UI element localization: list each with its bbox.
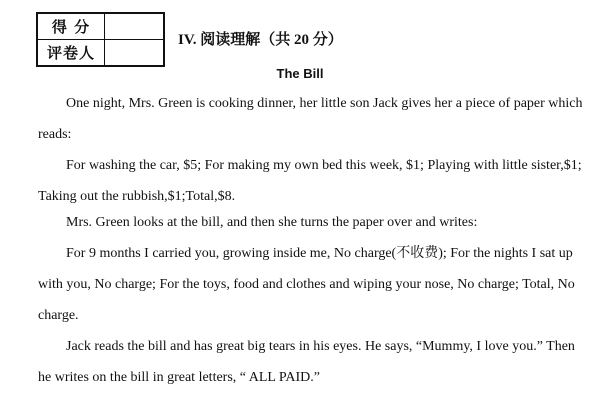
passage-title: The Bill: [276, 66, 324, 81]
paragraph-3: Mrs. Green looks at the bill, and then she turns the paper over and writes:: [66, 215, 478, 230]
paragraph-4: For 9 months I carried you, growing inside me, No charge(不收费); For the nights I sat up with you, No charge; For the toys, food and clothes and wiping your nose, No charge; Total, No charge.: [38, 246, 575, 323]
score-table: [36, 12, 165, 67]
paragraph-2: For washing the car, $5; For making my own bed this week, $1; Playing with little sister,$1; Taking out the rubbish,$1;Total,$8.: [38, 158, 582, 204]
score-label: 得 分: [37, 13, 105, 40]
grader-blank-cell: [105, 40, 165, 67]
paragraph-5: Jack reads the bill and has great big tears in his eyes. He says, “Mummy, I love you.” Then he writes on the bill in great letters, “ ALL PAID.”: [38, 339, 575, 385]
grader-row: [37, 40, 164, 67]
paragraph-1: One night, Mrs. Green is cooking dinner, her little son Jack gives her a piece of paper which reads:: [38, 96, 583, 142]
section-heading: IV. 阅读理解（共 20 分）: [178, 32, 343, 48]
score-row: [37, 13, 164, 40]
grader-label: 评卷人: [37, 40, 105, 67]
score-blank-cell: [105, 13, 165, 40]
